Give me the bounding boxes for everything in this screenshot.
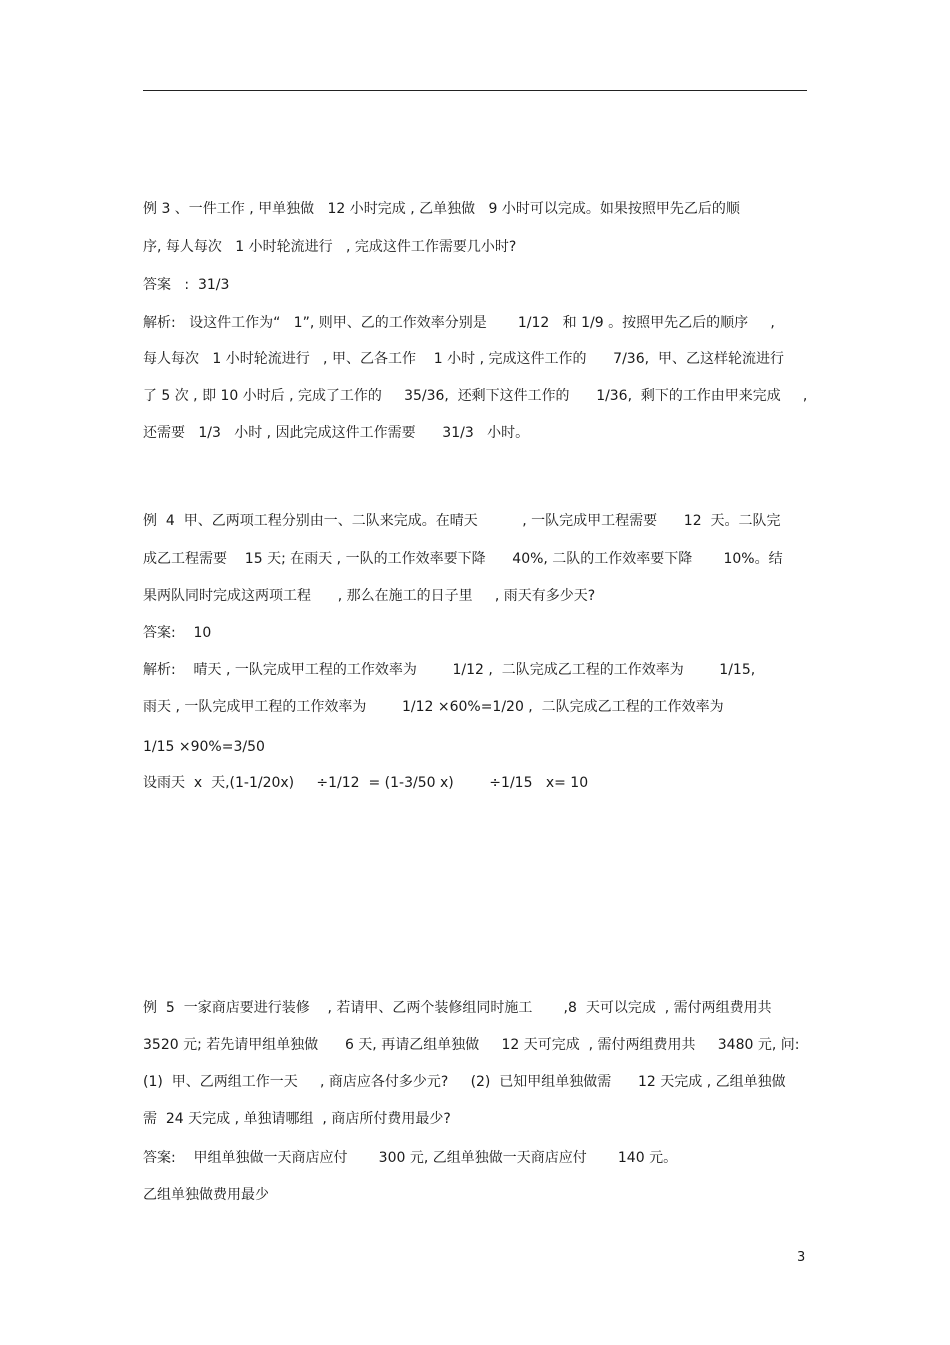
example5-question-line4: 需 24 天完成 , 单独请哪组 , 商店所付费用最少? <box>143 1111 451 1127</box>
example5-answer-line2: 乙组单独做费用最少 <box>143 1187 269 1203</box>
example4-question-line3: 果两队同时完成这两项工程 , 那么在施工的日子里 , 雨天有多少天? <box>143 588 596 604</box>
example3-analysis-line4: 还需要 1/3 小时 , 因此完成这件工作需要 31/3 小时。 <box>143 425 530 441</box>
example3-analysis-line2: 每人每次 1 小时轮流进行 , 甲、乙各工作 1 小时 , 完成这件工作的 7/36, 甲、乙这样轮流进行 <box>143 351 784 367</box>
header-rule <box>143 90 807 91</box>
example4-analysis-line2: 雨天 , 一队完成甲工程的工作效率为 1/12 ×60%=1/20 , 二队完成乙工程的工作效率为 <box>143 699 724 715</box>
example5-question-line3: (1) 甲、乙两组工作一天 , 商店应各付多少元? (2) 已知甲组单独做需 12 天完成 , 乙组单独做 <box>143 1074 786 1090</box>
example4-question-line2: 成乙工程需要 15 天; 在雨天 , 一队的工作效率要下降 40%, 二队的工作效率要下降 10%。结 <box>143 551 783 567</box>
example5-answer: 答案: 甲组单独做一天商店应付 300 元, 乙组单独做一天商店应付 140 元。 <box>143 1150 678 1166</box>
example5-question-line1: 例 5 一家商店要进行装修 , 若请甲、乙两个装修组同时施工 ,8 天可以完成 , 需付两组费用共 <box>143 1000 772 1016</box>
example3-answer: 答案 : 31/3 <box>143 277 230 293</box>
page-number: 3 <box>797 1250 806 1265</box>
example4-analysis-line3: 1/15 ×90%=3/50 <box>143 739 265 755</box>
example4-analysis-line1: 解析: 晴天 , 一队完成甲工程的工作效率为 1/12 , 二队完成乙工程的工作效率为 1/15, <box>143 662 756 678</box>
example3-question-line2: 序, 每人每次 1 小时轮流进行 , 完成这件工作需要几小时? <box>143 239 517 255</box>
example3-analysis-line1: 解析: 设这件工作为“ 1”, 则甲、乙的工作效率分别是 1/12 和 1/9 。按照甲先乙后的顺序 , <box>143 315 775 331</box>
example3-question-line1: 例 3 、一件工作 , 甲单独做 12 小时完成 , 乙单独做 9 小时可以完成。如果按照甲先乙后的顺 <box>143 201 740 217</box>
example4-analysis-line4: 设雨天 x 天,(1-1/20x) ÷1/12 = (1-3/50 x) ÷1/15 x= 10 <box>143 775 589 791</box>
example5-question-line2: 3520 元; 若先请甲组单独做 6 天, 再请乙组单独做 12 天可完成 , 需付两组费用共 3480 元, 问: <box>143 1037 800 1053</box>
example4-answer: 答案: 10 <box>143 625 212 641</box>
example3-analysis-line3: 了 5 次 , 即 10 小时后 , 完成了工作的 35/36, 还剩下这件工作的 1/36, 剩下的工作由甲来完成 , <box>143 388 808 404</box>
example4-question-line1: 例 4 甲、乙两项工程分别由一、二队来完成。在晴天 , 一队完成甲工程需要 12 天。二队完 <box>143 513 781 529</box>
